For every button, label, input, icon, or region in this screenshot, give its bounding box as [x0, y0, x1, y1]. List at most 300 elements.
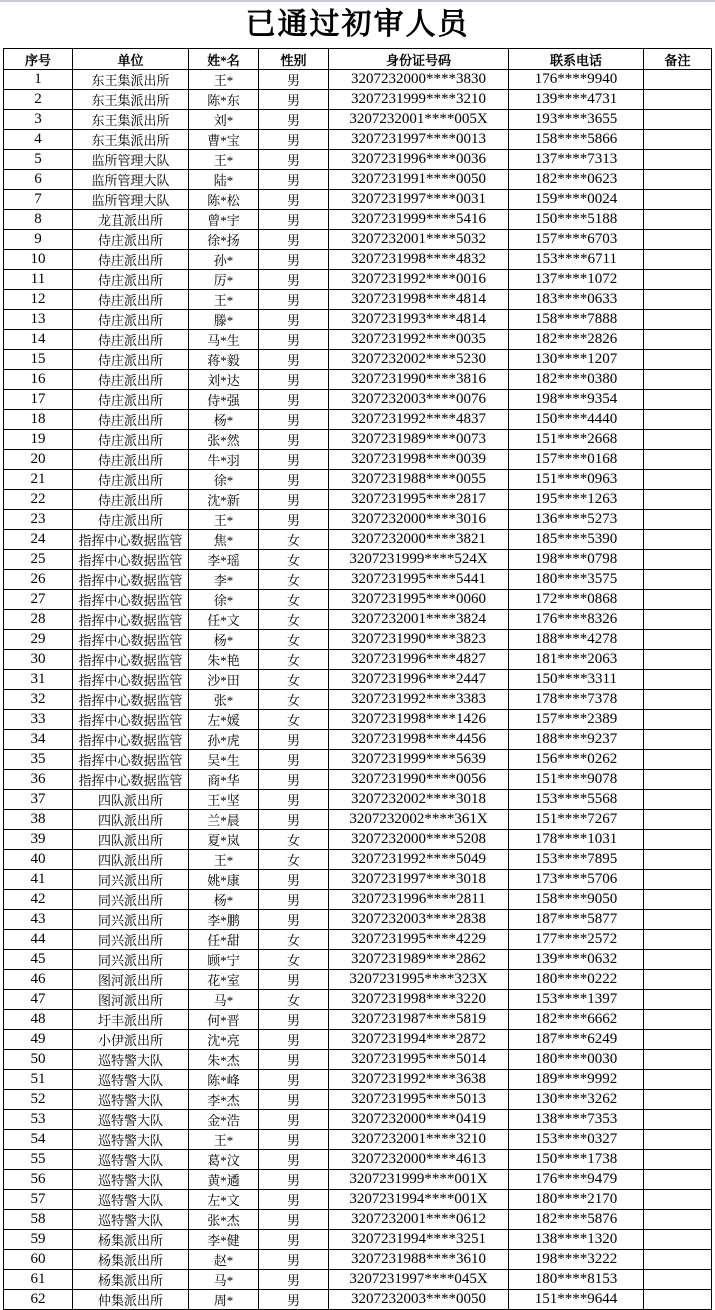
cell-id-number: 3207231999****5416	[329, 210, 509, 230]
cell-phone: 180****8153	[509, 1270, 644, 1290]
cell-gender: 男	[259, 1090, 329, 1110]
cell-phone: 130****3262	[509, 1090, 644, 1110]
cell-seq: 1	[4, 70, 73, 90]
cell-seq: 60	[4, 1250, 73, 1270]
column-header-seq: 序号	[4, 49, 73, 70]
cell-gender: 男	[259, 150, 329, 170]
cell-unit: 图河派出所	[73, 990, 189, 1010]
table-row	[4, 1270, 712, 1290]
cell-gender: 男	[259, 470, 329, 490]
cell-seq: 28	[4, 610, 73, 630]
cell-gender: 女	[259, 950, 329, 970]
cell-unit: 指挥中心数据监管	[73, 590, 189, 610]
cell-gender: 男	[259, 730, 329, 750]
cell-name: 陈*峰	[189, 1070, 259, 1090]
cell-phone: 151****7267	[509, 810, 644, 830]
cell-name: 杨*	[189, 890, 259, 910]
cell-remarks	[644, 210, 712, 230]
cell-phone: 182****6662	[509, 1010, 644, 1030]
cell-seq: 16	[4, 370, 73, 390]
cell-id-number: 3207232000****4613	[329, 1150, 509, 1170]
cell-remarks	[644, 350, 712, 370]
page-title: 已通过初审人员	[245, 8, 470, 41]
cell-id-number: 3207231994****3251	[329, 1230, 509, 1250]
cell-unit: 同兴派出所	[73, 930, 189, 950]
cell-name: 马*	[189, 990, 259, 1010]
cell-remarks	[644, 70, 712, 90]
table-row	[4, 690, 712, 710]
cell-id-number: 3207232003****0076	[329, 390, 509, 410]
table-row	[4, 670, 712, 690]
cell-phone: 158****7888	[509, 310, 644, 330]
cell-gender: 女	[259, 930, 329, 950]
cell-gender: 男	[259, 250, 329, 270]
cell-name: 商*华	[189, 770, 259, 790]
cell-gender: 男	[259, 1290, 329, 1310]
cell-phone: 180****2170	[509, 1190, 644, 1210]
cell-id-number: 3207231995****5014	[329, 1050, 509, 1070]
table-row	[4, 930, 712, 950]
cell-phone: 193****3655	[509, 110, 644, 130]
cell-remarks	[644, 770, 712, 790]
cell-seq: 53	[4, 1110, 73, 1130]
cell-unit: 侍庄派出所	[73, 470, 189, 490]
cell-name: 侍*强	[189, 390, 259, 410]
cell-name: 李*健	[189, 1230, 259, 1250]
table-row	[4, 350, 712, 370]
cell-unit: 同兴派出所	[73, 890, 189, 910]
cell-phone: 182****0623	[509, 170, 644, 190]
table-row	[4, 970, 712, 990]
table-row	[4, 630, 712, 650]
cell-name: 王*	[189, 510, 259, 530]
cell-unit: 指挥中心数据监管	[73, 730, 189, 750]
table-row	[4, 1110, 712, 1130]
table-row	[4, 570, 712, 590]
table-row	[4, 150, 712, 170]
cell-unit: 侍庄派出所	[73, 450, 189, 470]
cell-id-number: 3207231999****5639	[329, 750, 509, 770]
cell-seq: 39	[4, 830, 73, 850]
cell-seq: 26	[4, 570, 73, 590]
table-row	[4, 870, 712, 890]
cell-seq: 24	[4, 530, 73, 550]
cell-remarks	[644, 1170, 712, 1190]
cell-seq: 15	[4, 350, 73, 370]
cell-gender: 男	[259, 110, 329, 130]
cell-unit: 巡特警大队	[73, 1050, 189, 1070]
cell-id-number: 3207232003****0050	[329, 1290, 509, 1310]
cell-phone: 172****0868	[509, 590, 644, 610]
cell-gender: 男	[259, 1110, 329, 1130]
cell-id-number: 3207232001****3210	[329, 1130, 509, 1150]
cell-id-number: 3207232001****3824	[329, 610, 509, 630]
table-row	[4, 550, 712, 570]
cell-name: 花*室	[189, 970, 259, 990]
cell-remarks	[644, 750, 712, 770]
cell-seq: 2	[4, 90, 73, 110]
cell-gender: 男	[259, 130, 329, 150]
cell-remarks	[644, 870, 712, 890]
table-row	[4, 610, 712, 630]
cell-unit: 东王集派出所	[73, 130, 189, 150]
cell-id-number: 3207231996****0036	[329, 150, 509, 170]
cell-name: 孙*虎	[189, 730, 259, 750]
cell-phone: 198****0798	[509, 550, 644, 570]
cell-gender: 女	[259, 710, 329, 730]
cell-phone: 151****2668	[509, 430, 644, 450]
cell-seq: 56	[4, 1170, 73, 1190]
cell-gender: 男	[259, 210, 329, 230]
cell-remarks	[644, 190, 712, 210]
cell-seq: 46	[4, 970, 73, 990]
cell-seq: 19	[4, 430, 73, 450]
table-row	[4, 530, 712, 550]
cell-gender: 男	[259, 190, 329, 210]
cell-id-number: 3207232000****3830	[329, 70, 509, 90]
cell-seq: 21	[4, 470, 73, 490]
cell-name: 金*浩	[189, 1110, 259, 1130]
table-row	[4, 490, 712, 510]
cell-remarks	[644, 1110, 712, 1130]
cell-unit: 同兴派出所	[73, 870, 189, 890]
cell-phone: 130****1207	[509, 350, 644, 370]
cell-phone: 157****0168	[509, 450, 644, 470]
cell-gender: 男	[259, 1250, 329, 1270]
cell-name: 张*	[189, 690, 259, 710]
cell-remarks	[644, 390, 712, 410]
cell-seq: 22	[4, 490, 73, 510]
cell-name: 沈*亮	[189, 1030, 259, 1050]
cell-gender: 男	[259, 430, 329, 450]
cell-phone: 173****5706	[509, 870, 644, 890]
cell-phone: 180****0030	[509, 1050, 644, 1070]
table-row	[4, 810, 712, 830]
cell-phone: 150****1738	[509, 1150, 644, 1170]
cell-name: 左*媛	[189, 710, 259, 730]
cell-unit: 侍庄派出所	[73, 310, 189, 330]
cell-name: 曹*宝	[189, 130, 259, 150]
cell-unit: 小伊派出所	[73, 1030, 189, 1050]
cell-id-number: 3207231992****3383	[329, 690, 509, 710]
cell-gender: 女	[259, 630, 329, 650]
cell-gender: 男	[259, 790, 329, 810]
cell-id-number: 3207231992****0035	[329, 330, 509, 350]
cell-seq: 43	[4, 910, 73, 930]
cell-phone: 153****6711	[509, 250, 644, 270]
table-row	[4, 890, 712, 910]
cell-id-number: 3207232000****3821	[329, 530, 509, 550]
cell-remarks	[644, 690, 712, 710]
cell-id-number: 3207231992****4837	[329, 410, 509, 430]
cell-phone: 158****9050	[509, 890, 644, 910]
cell-name: 张*然	[189, 430, 259, 450]
table-row	[4, 370, 712, 390]
cell-unit: 巡特警大队	[73, 1150, 189, 1170]
table-row	[4, 290, 712, 310]
cell-id-number: 3207232003****2838	[329, 910, 509, 930]
cell-id-number: 3207231996****2447	[329, 670, 509, 690]
cell-gender: 男	[259, 1130, 329, 1150]
cell-id-number: 3207231989****2862	[329, 950, 509, 970]
cell-gender: 男	[259, 290, 329, 310]
cell-id-number: 3207231993****4814	[329, 310, 509, 330]
table-row	[4, 1010, 712, 1030]
cell-remarks	[644, 950, 712, 970]
table-header-row	[4, 49, 712, 70]
cell-id-number: 3207231999****001X	[329, 1170, 509, 1190]
cell-seq: 38	[4, 810, 73, 830]
cell-id-number: 3207231998****1426	[329, 710, 509, 730]
cell-gender: 男	[259, 230, 329, 250]
cell-id-number: 3207231988****0055	[329, 470, 509, 490]
table-row	[4, 1070, 712, 1090]
cell-name: 李*瑶	[189, 550, 259, 570]
cell-seq: 23	[4, 510, 73, 530]
cell-name: 马*生	[189, 330, 259, 350]
cell-unit: 侍庄派出所	[73, 410, 189, 430]
cell-name: 赵*	[189, 1250, 259, 1270]
table-row	[4, 270, 712, 290]
cell-id-number: 3207232001****5032	[329, 230, 509, 250]
cell-unit: 侍庄派出所	[73, 270, 189, 290]
cell-name: 王*	[189, 850, 259, 870]
table-row	[4, 850, 712, 870]
cell-unit: 指挥中心数据监管	[73, 630, 189, 650]
table-row	[4, 510, 712, 530]
cell-gender: 男	[259, 170, 329, 190]
cell-unit: 龙苴派出所	[73, 210, 189, 230]
cell-unit: 监所管理大队	[73, 150, 189, 170]
cell-unit: 指挥中心数据监管	[73, 650, 189, 670]
table-row	[4, 1030, 712, 1050]
cell-seq: 62	[4, 1290, 73, 1310]
cell-id-number: 3207231992****3638	[329, 1070, 509, 1090]
cell-seq: 31	[4, 670, 73, 690]
cell-name: 王*	[189, 1130, 259, 1150]
cell-unit: 监所管理大队	[73, 170, 189, 190]
cell-name: 葛*汶	[189, 1150, 259, 1170]
cell-gender: 男	[259, 390, 329, 410]
cell-name: 李*	[189, 570, 259, 590]
cell-seq: 5	[4, 150, 73, 170]
cell-unit: 侍庄派出所	[73, 430, 189, 450]
cell-gender: 男	[259, 330, 329, 350]
cell-seq: 20	[4, 450, 73, 470]
cell-phone: 195****1263	[509, 490, 644, 510]
cell-remarks	[644, 1010, 712, 1030]
cell-name: 李*鹏	[189, 910, 259, 930]
cell-unit: 指挥中心数据监管	[73, 670, 189, 690]
cell-phone: 180****0222	[509, 970, 644, 990]
cell-seq: 7	[4, 190, 73, 210]
cell-remarks	[644, 130, 712, 150]
cell-unit: 指挥中心数据监管	[73, 530, 189, 550]
cell-name: 徐*扬	[189, 230, 259, 250]
cell-id-number: 3207231999****524X	[329, 550, 509, 570]
cell-name: 沈*新	[189, 490, 259, 510]
cell-gender: 男	[259, 310, 329, 330]
cell-id-number: 3207232000****0419	[329, 1110, 509, 1130]
cell-unit: 侍庄派出所	[73, 330, 189, 350]
cell-unit: 巡特警大队	[73, 1190, 189, 1210]
column-header-name: 姓*名	[189, 49, 259, 70]
cell-phone: 176****8326	[509, 610, 644, 630]
cell-remarks	[644, 550, 712, 570]
table-row	[4, 1170, 712, 1190]
cell-gender: 男	[259, 490, 329, 510]
cell-remarks	[644, 110, 712, 130]
cell-unit: 杨集派出所	[73, 1250, 189, 1270]
cell-phone: 178****7378	[509, 690, 644, 710]
cell-phone: 153****1397	[509, 990, 644, 1010]
cell-name: 王*坚	[189, 790, 259, 810]
cell-gender: 男	[259, 770, 329, 790]
cell-phone: 138****1320	[509, 1230, 644, 1250]
cell-id-number: 3207231989****0073	[329, 430, 509, 450]
cell-id-number: 3207232000****5208	[329, 830, 509, 850]
cell-id-number: 3207231990****0056	[329, 770, 509, 790]
cell-seq: 40	[4, 850, 73, 870]
cell-phone: 156****0262	[509, 750, 644, 770]
cell-seq: 37	[4, 790, 73, 810]
cell-unit: 巡特警大队	[73, 1170, 189, 1190]
cell-name: 朱*艳	[189, 650, 259, 670]
cell-unit: 仲集派出所	[73, 1290, 189, 1310]
cell-gender: 男	[259, 890, 329, 910]
cell-id-number: 3207231987****5819	[329, 1010, 509, 1030]
cell-gender: 男	[259, 810, 329, 830]
cell-unit: 侍庄派出所	[73, 370, 189, 390]
cell-unit: 指挥中心数据监管	[73, 690, 189, 710]
cell-unit: 侍庄派出所	[73, 230, 189, 250]
table-row	[4, 410, 712, 430]
table-row	[4, 1190, 712, 1210]
cell-phone: 150****3311	[509, 670, 644, 690]
cell-seq: 58	[4, 1210, 73, 1230]
cell-phone: 177****2572	[509, 930, 644, 950]
cell-name: 吴*生	[189, 750, 259, 770]
cell-remarks	[644, 530, 712, 550]
cell-gender: 女	[259, 570, 329, 590]
cell-remarks	[644, 170, 712, 190]
cell-unit: 四队派出所	[73, 850, 189, 870]
cell-name: 牛*羽	[189, 450, 259, 470]
cell-gender: 女	[259, 530, 329, 550]
cell-name: 夏*岚	[189, 830, 259, 850]
cell-phone: 198****3222	[509, 1250, 644, 1270]
cell-unit: 同兴派出所	[73, 910, 189, 930]
cell-remarks	[644, 370, 712, 390]
cell-unit: 侍庄派出所	[73, 510, 189, 530]
cell-remarks	[644, 310, 712, 330]
cell-gender: 女	[259, 830, 329, 850]
cell-remarks	[644, 430, 712, 450]
cell-phone: 182****5876	[509, 1210, 644, 1230]
cell-phone: 187****6249	[509, 1030, 644, 1050]
cell-phone: 178****1031	[509, 830, 644, 850]
cell-unit: 指挥中心数据监管	[73, 570, 189, 590]
cell-phone: 153****0327	[509, 1130, 644, 1150]
cell-id-number: 3207232002****361X	[329, 810, 509, 830]
cell-name: 滕*	[189, 310, 259, 330]
cell-gender: 女	[259, 990, 329, 1010]
cell-id-number: 3207231994****2872	[329, 1030, 509, 1050]
cell-phone: 136****5273	[509, 510, 644, 530]
cell-name: 左*文	[189, 1190, 259, 1210]
table-row	[4, 1290, 712, 1310]
table-row	[4, 130, 712, 150]
cell-phone: 188****4278	[509, 630, 644, 650]
cell-name: 朱*杰	[189, 1050, 259, 1070]
cell-gender: 男	[259, 1170, 329, 1190]
cell-id-number: 3207231988****3610	[329, 1250, 509, 1270]
cell-unit: 指挥中心数据监管	[73, 750, 189, 770]
table-row	[4, 170, 712, 190]
cell-phone: 183****0633	[509, 290, 644, 310]
cell-unit: 巡特警大队	[73, 1090, 189, 1110]
cell-unit: 巡特警大队	[73, 1130, 189, 1150]
cell-name: 孙*	[189, 250, 259, 270]
cell-id-number: 3207231992****5049	[329, 850, 509, 870]
table-row	[4, 430, 712, 450]
cell-gender: 男	[259, 1150, 329, 1170]
cell-id-number: 3207231996****4827	[329, 650, 509, 670]
cell-id-number: 3207231994****001X	[329, 1190, 509, 1210]
cell-phone: 138****7353	[509, 1110, 644, 1130]
table-row	[4, 470, 712, 490]
cell-remarks	[644, 1130, 712, 1150]
cell-id-number: 3207231997****3018	[329, 870, 509, 890]
column-header-unit: 单位	[73, 49, 189, 70]
cell-seq: 52	[4, 1090, 73, 1110]
cell-remarks	[644, 1070, 712, 1090]
cell-remarks	[644, 670, 712, 690]
cell-phone: 151****0963	[509, 470, 644, 490]
cell-id-number: 3207231997****045X	[329, 1270, 509, 1290]
cell-phone: 181****2063	[509, 650, 644, 670]
cell-unit: 同兴派出所	[73, 950, 189, 970]
cell-unit: 四队派出所	[73, 810, 189, 830]
cell-name: 王*	[189, 70, 259, 90]
cell-name: 刘*	[189, 110, 259, 130]
cell-id-number: 3207231995****5013	[329, 1090, 509, 1110]
cell-remarks	[644, 970, 712, 990]
cell-name: 厉*	[189, 270, 259, 290]
cell-remarks	[644, 150, 712, 170]
cell-remarks	[644, 90, 712, 110]
cell-remarks	[644, 290, 712, 310]
cell-phone: 182****0380	[509, 370, 644, 390]
cell-id-number: 3207231998****4814	[329, 290, 509, 310]
cell-remarks	[644, 570, 712, 590]
cell-remarks	[644, 850, 712, 870]
cell-unit: 指挥中心数据监管	[73, 550, 189, 570]
cell-seq: 33	[4, 710, 73, 730]
cell-gender: 男	[259, 910, 329, 930]
cell-remarks	[644, 1230, 712, 1250]
cell-remarks	[644, 810, 712, 830]
cell-name: 张*杰	[189, 1210, 259, 1230]
cell-seq: 34	[4, 730, 73, 750]
cell-unit: 杨集派出所	[73, 1230, 189, 1250]
cell-remarks	[644, 1210, 712, 1230]
table-row	[4, 330, 712, 350]
cell-gender: 男	[259, 1190, 329, 1210]
cell-phone: 182****2826	[509, 330, 644, 350]
cell-name: 蒋*毅	[189, 350, 259, 370]
table-row	[4, 770, 712, 790]
